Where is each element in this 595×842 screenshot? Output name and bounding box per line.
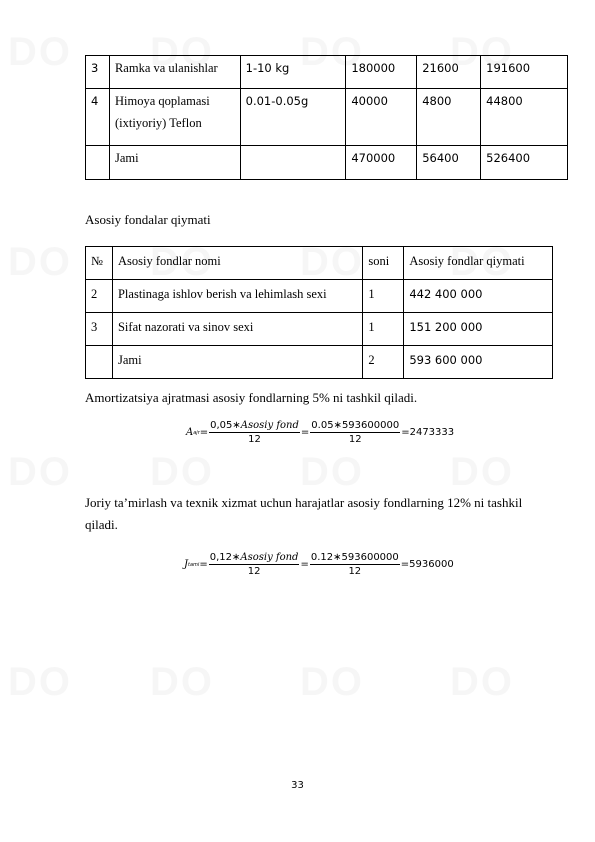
table-cell: 151 200 000 [404, 313, 553, 346]
watermark [300, 450, 364, 495]
formula-fraction [310, 420, 400, 445]
table-cell: 3 [86, 56, 110, 89]
formula-coefficient: 0,12∗ [209, 552, 241, 563]
watermark [450, 450, 514, 495]
formula-denominator: 12 [348, 566, 362, 577]
maintenance-formula: J tami = $\frac{\text{0,12∗Asosiy fond}}{12}$ = $\frac{0.12∗593600000}{12}$ = 5936000 [184, 552, 454, 577]
formula-result: 2473333 [409, 427, 455, 438]
formula-denominator: 12 [247, 566, 261, 577]
formula-lhs-subscript: tami [188, 561, 200, 568]
formula-denominator: 12 [248, 434, 261, 445]
formula-lhs-subscript: ajr [193, 429, 200, 436]
column-header: soni [363, 247, 404, 280]
amortization-formula: A ajr = $\frac{\text{0,05∗Asosiy fond}}{12}$ = $\frac{0.05∗593600000}{12}$ = 2473333 [186, 420, 455, 445]
table-cell: Jami [112, 346, 362, 379]
table-cell: 2 [86, 280, 113, 313]
table-cell: 4 [86, 89, 110, 146]
fixed-assets-table [85, 246, 553, 379]
watermark [150, 450, 214, 495]
table-cell: 526400 [481, 146, 568, 180]
table-cell: Ramka va ulanishlar [109, 56, 240, 89]
table-header-row [86, 247, 553, 280]
column-header: № [86, 247, 113, 280]
table-cell: 44800 [481, 89, 568, 146]
column-header: Asosiy fondlar nomi [112, 247, 362, 280]
table-cell: Jami [109, 146, 240, 180]
formula-result: 5936000 [409, 559, 454, 570]
table-row [86, 346, 553, 379]
table-cell: Sifat nazorati va sinov sexi [112, 313, 362, 346]
formula-numerator: 0.05∗593600000 [311, 420, 400, 431]
table-cell: 470000 [346, 146, 417, 180]
table-row [86, 313, 553, 346]
table-row [86, 146, 568, 180]
formula-fraction [310, 552, 400, 577]
table-cell: 1 [363, 313, 404, 346]
formula-variable: Asosiy fond [240, 552, 299, 563]
section-title: Asosiy fondalar qiymati [85, 212, 211, 227]
table-cell: Himoya qoplamasi (ixtiyoriy) Teflon [109, 89, 240, 146]
table-cell: 40000 [346, 89, 417, 146]
watermark [8, 660, 72, 705]
formula-lhs: J [184, 559, 189, 570]
table-cell: 442 400 000 [404, 280, 553, 313]
table-cell: 1 [363, 280, 404, 313]
watermark [150, 660, 214, 705]
table-row [86, 89, 568, 146]
table-cell: 0.01-0.05g [240, 89, 346, 146]
amortization-paragraph: Amortizatsiya ajratmasi asosiy fondlarning 5% ni tashkil qiladi. [85, 390, 418, 405]
table-cell: 1-10 kg [240, 56, 346, 89]
watermark [8, 240, 72, 285]
table-cell: 21600 [417, 56, 481, 89]
table-cell: 180000 [346, 56, 417, 89]
watermark [8, 450, 72, 495]
table-cell: 4800 [417, 89, 481, 146]
table-cell [86, 346, 113, 379]
watermark [450, 660, 514, 705]
formula-denominator: 12 [348, 434, 362, 445]
table-cell [240, 146, 346, 180]
formula-fraction [209, 552, 300, 577]
maintenance-paragraph: Joriy ta’mirlash va texnik xizmat uchun harajatlar asosiy fondlarning 12% ni tashkil qiladi. [85, 495, 523, 532]
table-row [86, 280, 553, 313]
formula-fraction [209, 420, 300, 445]
table-cell: 3 [86, 313, 113, 346]
formula-variable: Asosiy fond [240, 420, 299, 431]
table-cell: 2 [363, 346, 404, 379]
table-row [86, 56, 568, 89]
formula-numerator: 0.12∗593600000 [310, 552, 399, 563]
table-cell: 56400 [417, 146, 481, 180]
formula-coefficient: 0,05∗ [210, 420, 241, 431]
page-number: 33 [291, 780, 304, 791]
watermark [300, 660, 364, 705]
materials-table [85, 55, 568, 180]
formula-lhs: A [186, 427, 194, 438]
table-cell: 593 600 000 [404, 346, 553, 379]
column-header: Asosiy fondlar qiymati [404, 247, 553, 280]
watermark [8, 30, 72, 75]
table-cell: Plastinaga ishlov berish va lehimlash sexi [112, 280, 362, 313]
table-cell: 191600 [481, 56, 568, 89]
table-cell [86, 146, 110, 180]
